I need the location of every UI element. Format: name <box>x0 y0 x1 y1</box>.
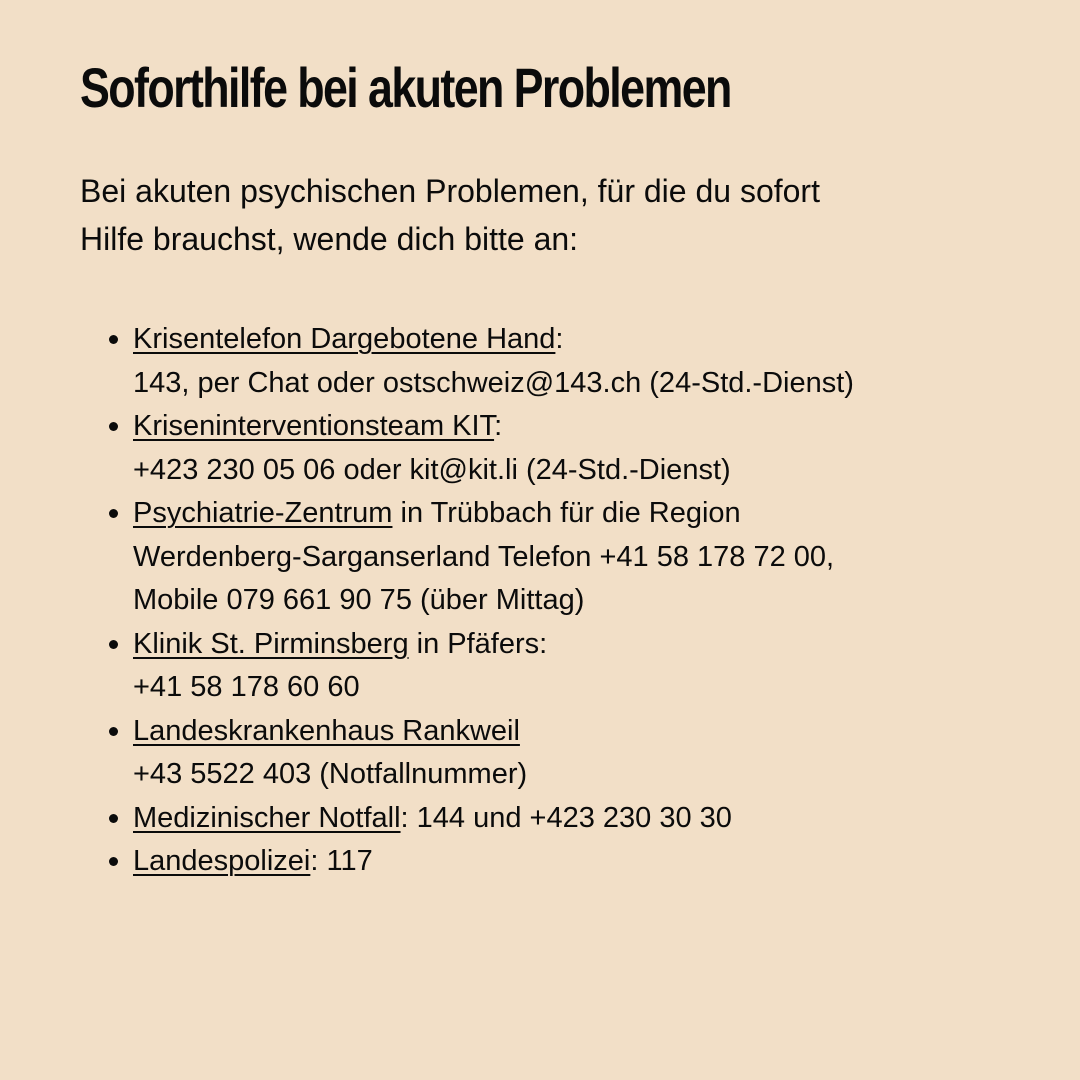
bullet-icon <box>109 335 118 344</box>
contact-item-landeskrankenhaus-rankweil <box>133 710 1000 797</box>
contact-line-1 <box>133 492 1000 536</box>
contact-line-1-suffix: : <box>555 323 564 355</box>
contact-line-1 <box>133 710 1000 754</box>
contact-line-1 <box>133 840 1000 884</box>
bullet-icon <box>109 422 118 431</box>
klinik-st-pirminsberg-link[interactable]: Klinik St. Pirminsberg <box>133 627 409 660</box>
bullet-icon <box>109 814 118 823</box>
contact-line-2: +43 5522 403 (Notfallnummer) <box>133 758 528 790</box>
contact-line-1-suffix: : 117 <box>310 845 373 877</box>
contact-item-psychiatrie-zentrum <box>133 492 1000 623</box>
intro-line-1: Bei akuten psychischen Problemen, für die du sofort <box>80 173 820 209</box>
contact-line-1-suffix: : 144 und +423 230 30 30 <box>400 801 732 834</box>
bullet-icon <box>109 640 118 649</box>
contact-line-1 <box>133 405 1000 449</box>
contact-line-1 <box>133 623 1000 667</box>
contact-item-landespolizei <box>133 840 1000 884</box>
contact-line-2: Werdenberg-Sarganserland Telefon +41 58 178 72 00, <box>133 540 835 573</box>
landeskrankenhaus-rankweil-link[interactable]: Landeskrankenhaus Rankweil <box>133 714 520 747</box>
page-title: Soforthilfe bei akuten Problemen <box>80 56 731 119</box>
contact-item-klinik-st-pirminsberg <box>133 623 1000 710</box>
contact-line-2: +41 58 178 60 60 <box>133 671 360 703</box>
contact-item-dargebotene-hand <box>133 318 1000 405</box>
contact-line-2: +423 230 05 06 oder kit@kit.li (24-Std.-Dienst) <box>133 453 731 486</box>
intro-line-2: Hilfe brauchst, wende dich bitte an: <box>80 221 579 257</box>
intro-text <box>80 167 930 263</box>
contact-list <box>80 318 1000 884</box>
psychiatrie-zentrum-link[interactable]: Psychiatrie-Zentrum <box>133 497 393 529</box>
landespolizei-link[interactable]: Landespolizei <box>133 845 311 877</box>
krisentelefon-dargebotene-hand-link[interactable]: Krisentelefon Dargebotene Hand <box>133 323 556 355</box>
contact-line-1 <box>133 797 1000 841</box>
medizinischer-notfall-link[interactable]: Medizinischer Notfall <box>133 801 401 834</box>
contact-item-kit <box>133 405 1000 492</box>
contact-line-1-suffix: : <box>494 410 503 442</box>
bullet-icon <box>109 509 118 518</box>
contact-line-2: 143, per Chat oder ostschweiz@143.ch (24-Std.-Dienst) <box>133 366 854 399</box>
kriseninterventionsteam-kit-link[interactable]: Kriseninterventionsteam KIT <box>133 410 495 442</box>
contact-line-1 <box>133 318 1000 362</box>
contact-item-medizinischer-notfall <box>133 797 1000 841</box>
contact-line-1-suffix: in Pfäfers: <box>408 627 548 660</box>
bullet-icon <box>109 857 118 866</box>
bullet-icon <box>109 727 118 736</box>
contact-line-1-suffix: in Trübbach für die Region <box>392 497 741 529</box>
contact-line-3: Mobile 079 661 90 75 (über Mittag) <box>133 584 585 616</box>
